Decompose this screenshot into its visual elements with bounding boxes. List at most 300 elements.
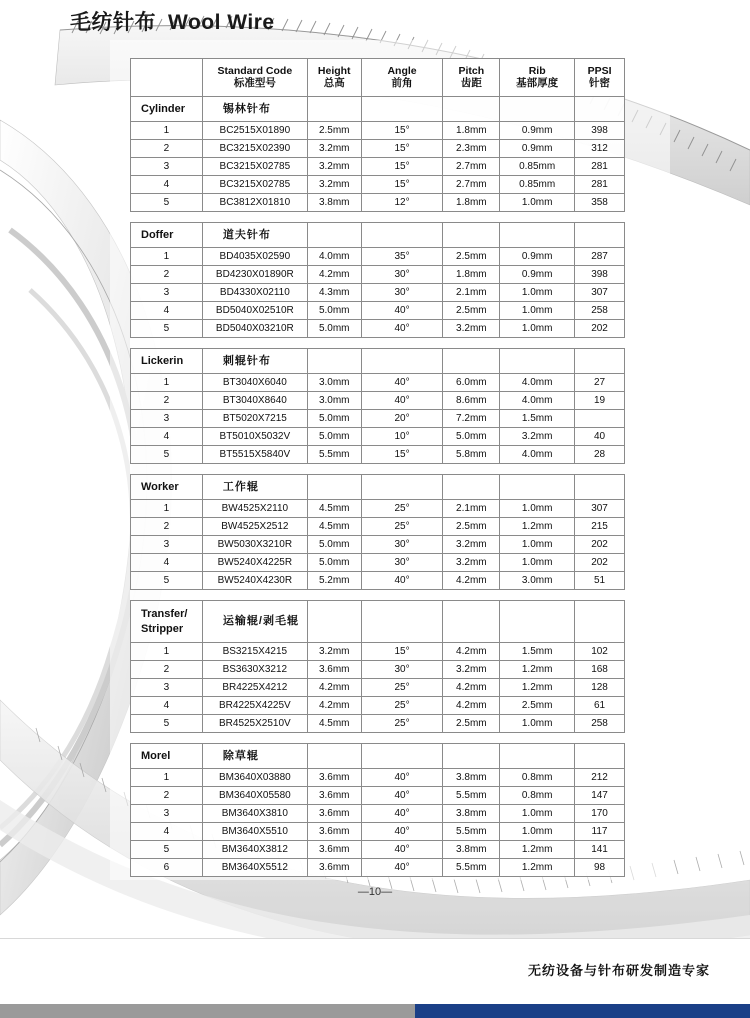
cell-rib: 4.0mm — [500, 392, 575, 410]
cell-height: 4.5mm — [307, 715, 361, 733]
col-header-ppsi-en: PPSI — [587, 64, 612, 77]
cell-pitch: 1.8mm — [443, 194, 500, 212]
table-row — [131, 679, 625, 697]
cell-standard-code: BR4525X2510V — [202, 715, 307, 733]
cell-angle: 25° — [361, 518, 443, 536]
spacer-cell — [131, 590, 625, 601]
cell-height: 3.8mm — [307, 194, 361, 212]
table-row — [131, 859, 625, 877]
col-header-height — [307, 59, 361, 97]
cell-angle: 30° — [361, 554, 443, 572]
cell-rib: 0.9mm — [500, 266, 575, 284]
cell-height: 4.2mm — [307, 266, 361, 284]
cell-standard-code: BD5040X03210R — [202, 320, 307, 338]
cell-pitch: 2.3mm — [443, 140, 500, 158]
table-row — [131, 554, 625, 572]
cell-rib: 1.0mm — [500, 194, 575, 212]
cell-ppsi: 117 — [575, 823, 625, 841]
cell-standard-code: BT5515X5840V — [202, 446, 307, 464]
cell-angle: 40° — [361, 374, 443, 392]
group-empty-cell — [575, 223, 625, 248]
cell-standard-code: BM3640X03880 — [202, 769, 307, 787]
row-index: 5 — [131, 320, 203, 338]
cell-pitch: 3.8mm — [443, 769, 500, 787]
cell-pitch: 3.2mm — [443, 661, 500, 679]
cell-ppsi: 398 — [575, 122, 625, 140]
cell-ppsi: 28 — [575, 446, 625, 464]
table-row — [131, 500, 625, 518]
page-title-en: Wool Wire — [168, 11, 275, 34]
cell-height: 5.0mm — [307, 536, 361, 554]
cell-angle: 15° — [361, 446, 443, 464]
cell-angle: 35° — [361, 248, 443, 266]
row-index: 3 — [131, 805, 203, 823]
table-row — [131, 536, 625, 554]
cell-rib: 1.0mm — [500, 302, 575, 320]
cell-angle: 20° — [361, 410, 443, 428]
row-index: 3 — [131, 158, 203, 176]
cell-ppsi: 128 — [575, 679, 625, 697]
cell-ppsi: 27 — [575, 374, 625, 392]
group-name-cn: 刺辊针布 — [202, 349, 307, 374]
cell-standard-code: BR4225X4212 — [202, 679, 307, 697]
cell-height: 3.6mm — [307, 841, 361, 859]
group-empty-cell — [361, 601, 443, 643]
cell-standard-code: BC3812X01810 — [202, 194, 307, 212]
table-group-row — [131, 349, 625, 374]
cell-pitch: 2.1mm — [443, 284, 500, 302]
cell-standard-code: BM3640X3812 — [202, 841, 307, 859]
table-row — [131, 122, 625, 140]
cell-standard-code: BT3040X8640 — [202, 392, 307, 410]
table-row — [131, 428, 625, 446]
cell-angle: 40° — [361, 841, 443, 859]
group-empty-cell — [307, 349, 361, 374]
cell-pitch: 4.2mm — [443, 572, 500, 590]
group-name-en: Cylinder — [131, 97, 203, 122]
cell-ppsi: 281 — [575, 158, 625, 176]
cell-height: 3.6mm — [307, 805, 361, 823]
col-header-height-en: Height — [317, 64, 351, 77]
table-group-row — [131, 744, 625, 769]
cell-angle: 40° — [361, 320, 443, 338]
cell-pitch: 5.0mm — [443, 428, 500, 446]
spacer-cell — [131, 338, 625, 349]
cell-rib: 1.0mm — [500, 805, 575, 823]
cell-rib: 1.0mm — [500, 823, 575, 841]
cell-standard-code: BW5030X3210R — [202, 536, 307, 554]
cell-rib: 0.85mm — [500, 158, 575, 176]
cell-pitch: 2.7mm — [443, 176, 500, 194]
row-index: 1 — [131, 374, 203, 392]
cell-pitch: 5.5mm — [443, 859, 500, 877]
row-index: 3 — [131, 679, 203, 697]
group-empty-cell — [575, 601, 625, 643]
cell-height: 4.0mm — [307, 248, 361, 266]
col-header-height-cn: 总高 — [323, 76, 345, 89]
cell-ppsi: 312 — [575, 140, 625, 158]
table-row — [131, 410, 625, 428]
group-empty-cell — [307, 744, 361, 769]
cell-ppsi: 98 — [575, 859, 625, 877]
cell-angle: 40° — [361, 823, 443, 841]
table-header-row — [131, 59, 625, 97]
cell-standard-code: BM3640X5512 — [202, 859, 307, 877]
group-empty-cell — [500, 601, 575, 643]
group-empty-cell — [361, 349, 443, 374]
group-empty-cell — [307, 97, 361, 122]
table-row — [131, 787, 625, 805]
cell-height: 5.0mm — [307, 302, 361, 320]
table-group-spacer — [131, 733, 625, 744]
cell-angle: 25° — [361, 679, 443, 697]
table-group-spacer — [131, 590, 625, 601]
page-number: —10— — [357, 886, 393, 898]
cell-angle: 40° — [361, 572, 443, 590]
cell-pitch: 3.2mm — [443, 320, 500, 338]
cell-height: 5.2mm — [307, 572, 361, 590]
cell-standard-code: BC3215X02785 — [202, 176, 307, 194]
spacer-cell — [131, 212, 625, 223]
cell-height: 3.6mm — [307, 787, 361, 805]
table-row — [131, 176, 625, 194]
cell-pitch: 5.8mm — [443, 446, 500, 464]
cell-height: 3.0mm — [307, 374, 361, 392]
cell-ppsi: 147 — [575, 787, 625, 805]
row-index: 5 — [131, 194, 203, 212]
cell-ppsi: 40 — [575, 428, 625, 446]
row-index: 3 — [131, 284, 203, 302]
cell-pitch: 3.2mm — [443, 536, 500, 554]
group-empty-cell — [307, 223, 361, 248]
cell-rib: 1.0mm — [500, 715, 575, 733]
group-empty-cell — [361, 475, 443, 500]
group-name-cn: 道夫针布 — [202, 223, 307, 248]
cell-height: 5.0mm — [307, 410, 361, 428]
cell-pitch: 2.5mm — [443, 248, 500, 266]
cell-height: 5.0mm — [307, 554, 361, 572]
group-empty-cell — [443, 97, 500, 122]
cell-ppsi: 287 — [575, 248, 625, 266]
group-name-cn: 运输辊/剥毛辊 — [202, 601, 307, 643]
group-empty-cell — [443, 223, 500, 248]
cell-pitch: 7.2mm — [443, 410, 500, 428]
row-index: 4 — [131, 428, 203, 446]
cell-rib: 1.0mm — [500, 500, 575, 518]
wool-wire-specs-table — [130, 58, 625, 877]
cell-rib: 0.85mm — [500, 176, 575, 194]
cell-ppsi: 258 — [575, 302, 625, 320]
cell-pitch: 5.5mm — [443, 787, 500, 805]
cell-standard-code: BW5240X4225R — [202, 554, 307, 572]
col-header-standard-code — [202, 59, 307, 97]
cell-ppsi: 398 — [575, 266, 625, 284]
cell-angle: 12° — [361, 194, 443, 212]
cell-ppsi: 102 — [575, 643, 625, 661]
table-row — [131, 248, 625, 266]
page-title-cn: 毛纺针布 — [70, 11, 156, 34]
specs-table-container — [130, 58, 625, 877]
col-header-angle — [361, 59, 443, 97]
cell-angle: 40° — [361, 805, 443, 823]
cell-angle: 15° — [361, 140, 443, 158]
group-empty-cell — [500, 475, 575, 500]
cell-angle: 30° — [361, 661, 443, 679]
cell-pitch: 2.5mm — [443, 518, 500, 536]
cell-height: 5.0mm — [307, 320, 361, 338]
cell-height: 3.0mm — [307, 392, 361, 410]
row-index: 6 — [131, 859, 203, 877]
table-header — [131, 59, 625, 97]
cell-height: 3.2mm — [307, 140, 361, 158]
group-name-en — [131, 601, 203, 643]
row-index: 1 — [131, 769, 203, 787]
col-header-standard-code-cn: 标准型号 — [233, 76, 276, 89]
table-row — [131, 643, 625, 661]
cell-rib: 1.0mm — [500, 284, 575, 302]
group-empty-cell — [500, 97, 575, 122]
cell-angle: 15° — [361, 122, 443, 140]
row-index: 2 — [131, 661, 203, 679]
cell-ppsi: 202 — [575, 320, 625, 338]
cell-rib: 0.9mm — [500, 122, 575, 140]
row-index: 2 — [131, 140, 203, 158]
row-index: 5 — [131, 572, 203, 590]
row-index: 4 — [131, 697, 203, 715]
group-name-cn: 工作辊 — [202, 475, 307, 500]
cell-standard-code: BC2515X01890 — [202, 122, 307, 140]
cell-pitch: 4.2mm — [443, 697, 500, 715]
cell-rib: 1.0mm — [500, 320, 575, 338]
cell-rib: 1.5mm — [500, 643, 575, 661]
cell-standard-code: BS3215X4215 — [202, 643, 307, 661]
table-row — [131, 661, 625, 679]
cell-height: 4.5mm — [307, 518, 361, 536]
group-empty-cell — [443, 744, 500, 769]
col-header-angle-cn: 前角 — [391, 76, 413, 89]
row-index: 3 — [131, 410, 203, 428]
table-row — [131, 805, 625, 823]
cell-ppsi: 215 — [575, 518, 625, 536]
group-name-en: Worker — [131, 475, 203, 500]
cell-ppsi: 307 — [575, 284, 625, 302]
cell-angle: 30° — [361, 284, 443, 302]
col-header-ppsi-cn: 针密 — [589, 76, 611, 89]
table-row — [131, 158, 625, 176]
cell-height: 4.2mm — [307, 697, 361, 715]
cell-rib: 1.2mm — [500, 518, 575, 536]
cell-ppsi: 19 — [575, 392, 625, 410]
cell-height: 5.5mm — [307, 446, 361, 464]
row-index: 2 — [131, 266, 203, 284]
col-header-rib — [500, 59, 575, 97]
table-row — [131, 446, 625, 464]
cell-height: 4.5mm — [307, 500, 361, 518]
cell-rib: 1.2mm — [500, 841, 575, 859]
group-empty-cell — [575, 475, 625, 500]
cell-standard-code: BS3630X3212 — [202, 661, 307, 679]
cell-rib: 2.5mm — [500, 697, 575, 715]
row-index: 4 — [131, 302, 203, 320]
cell-rib: 1.0mm — [500, 536, 575, 554]
cell-standard-code: BM3640X5510 — [202, 823, 307, 841]
group-name-en: Morel — [131, 744, 203, 769]
cell-height: 4.2mm — [307, 679, 361, 697]
cell-angle: 40° — [361, 392, 443, 410]
cell-pitch: 3.8mm — [443, 805, 500, 823]
cell-height: 3.6mm — [307, 661, 361, 679]
table-group-spacer — [131, 464, 625, 475]
cell-ppsi: 202 — [575, 554, 625, 572]
cell-height: 5.0mm — [307, 428, 361, 446]
col-header-standard-code-en: Standard Code — [217, 64, 293, 77]
table-group-row — [131, 223, 625, 248]
group-empty-cell — [575, 744, 625, 769]
cell-rib: 1.0mm — [500, 554, 575, 572]
cell-rib: 4.0mm — [500, 374, 575, 392]
cell-angle: 40° — [361, 787, 443, 805]
cell-ppsi: 307 — [575, 500, 625, 518]
row-index: 2 — [131, 787, 203, 805]
col-header-pitch-en: Pitch — [458, 64, 485, 77]
group-empty-cell — [500, 223, 575, 248]
cell-height: 3.2mm — [307, 643, 361, 661]
cell-height: 3.6mm — [307, 859, 361, 877]
row-index: 1 — [131, 500, 203, 518]
cell-rib: 0.9mm — [500, 248, 575, 266]
cell-angle: 25° — [361, 697, 443, 715]
table-row — [131, 518, 625, 536]
cell-rib: 3.0mm — [500, 572, 575, 590]
cell-height: 2.5mm — [307, 122, 361, 140]
spacer-cell — [131, 464, 625, 475]
cell-ppsi: 258 — [575, 715, 625, 733]
cell-standard-code: BC3215X02390 — [202, 140, 307, 158]
cell-rib: 1.2mm — [500, 679, 575, 697]
cell-pitch: 1.8mm — [443, 122, 500, 140]
row-index: 2 — [131, 518, 203, 536]
table-row — [131, 697, 625, 715]
row-index: 2 — [131, 392, 203, 410]
cell-rib: 4.0mm — [500, 446, 575, 464]
cell-height: 3.6mm — [307, 769, 361, 787]
group-empty-cell — [361, 97, 443, 122]
cell-pitch: 4.2mm — [443, 643, 500, 661]
cell-rib: 0.8mm — [500, 769, 575, 787]
cell-standard-code: BM3640X05580 — [202, 787, 307, 805]
group-name-en: Lickerin — [131, 349, 203, 374]
row-index: 4 — [131, 554, 203, 572]
cell-standard-code: BT5020X7215 — [202, 410, 307, 428]
row-index: 4 — [131, 823, 203, 841]
cell-ppsi — [575, 410, 625, 428]
row-index: 1 — [131, 248, 203, 266]
cell-rib: 0.9mm — [500, 140, 575, 158]
table-row — [131, 266, 625, 284]
cell-rib: 1.5mm — [500, 410, 575, 428]
cell-standard-code: BD4230X01890R — [202, 266, 307, 284]
page-footer — [0, 938, 750, 1018]
cell-angle: 40° — [361, 859, 443, 877]
group-empty-cell — [500, 744, 575, 769]
group-name-en-line1: Transfer/ — [141, 607, 188, 620]
row-index: 5 — [131, 841, 203, 859]
cell-standard-code: BD5040X02510R — [202, 302, 307, 320]
group-empty-cell — [361, 744, 443, 769]
table-row — [131, 572, 625, 590]
cell-height: 4.3mm — [307, 284, 361, 302]
table-row — [131, 374, 625, 392]
cell-ppsi: 212 — [575, 769, 625, 787]
col-header-pitch-cn: 齿距 — [460, 76, 482, 89]
cell-rib: 3.2mm — [500, 428, 575, 446]
group-name-en-line2: Stripper — [141, 622, 184, 635]
cell-pitch: 6.0mm — [443, 374, 500, 392]
cell-ppsi: 170 — [575, 805, 625, 823]
col-header-index — [131, 59, 203, 97]
table-group-row — [131, 97, 625, 122]
table-row — [131, 194, 625, 212]
table-group-spacer — [131, 212, 625, 223]
cell-ppsi: 51 — [575, 572, 625, 590]
footer-tagline: 无纺设备与针布研发制造专家 — [527, 963, 710, 978]
cell-pitch: 3.2mm — [443, 554, 500, 572]
cell-standard-code: BD4035X02590 — [202, 248, 307, 266]
col-header-rib-cn: 基部厚度 — [516, 76, 559, 89]
cell-ppsi: 358 — [575, 194, 625, 212]
cell-angle: 15° — [361, 176, 443, 194]
cell-standard-code: BT5010X5032V — [202, 428, 307, 446]
cell-ppsi: 168 — [575, 661, 625, 679]
cell-pitch: 2.5mm — [443, 302, 500, 320]
cell-ppsi: 281 — [575, 176, 625, 194]
group-empty-cell — [500, 349, 575, 374]
cell-ppsi: 61 — [575, 697, 625, 715]
cell-standard-code: BD4330X02110 — [202, 284, 307, 302]
group-name-en: Doffer — [131, 223, 203, 248]
cell-pitch: 2.1mm — [443, 500, 500, 518]
group-empty-cell — [443, 349, 500, 374]
cell-angle: 25° — [361, 715, 443, 733]
group-empty-cell — [307, 601, 361, 643]
group-empty-cell — [443, 601, 500, 643]
cell-standard-code: BW4525X2512 — [202, 518, 307, 536]
row-index: 3 — [131, 536, 203, 554]
table-group-row — [131, 475, 625, 500]
cell-height: 3.2mm — [307, 176, 361, 194]
cell-angle: 15° — [361, 643, 443, 661]
table-row — [131, 392, 625, 410]
cell-angle: 40° — [361, 302, 443, 320]
group-empty-cell — [575, 97, 625, 122]
col-header-angle-en: Angle — [387, 64, 417, 77]
table-row — [131, 841, 625, 859]
page-title — [70, 6, 275, 36]
cell-standard-code: BW5240X4230R — [202, 572, 307, 590]
col-header-rib-en: Rib — [528, 64, 546, 77]
col-header-pitch — [443, 59, 500, 97]
cell-height: 3.6mm — [307, 823, 361, 841]
cell-pitch: 8.6mm — [443, 392, 500, 410]
cell-rib: 1.2mm — [500, 661, 575, 679]
col-header-ppsi — [575, 59, 625, 97]
group-empty-cell — [443, 475, 500, 500]
table-row — [131, 769, 625, 787]
table-row — [131, 320, 625, 338]
cell-standard-code: BC3215X02785 — [202, 158, 307, 176]
row-index: 1 — [131, 122, 203, 140]
group-empty-cell — [575, 349, 625, 374]
